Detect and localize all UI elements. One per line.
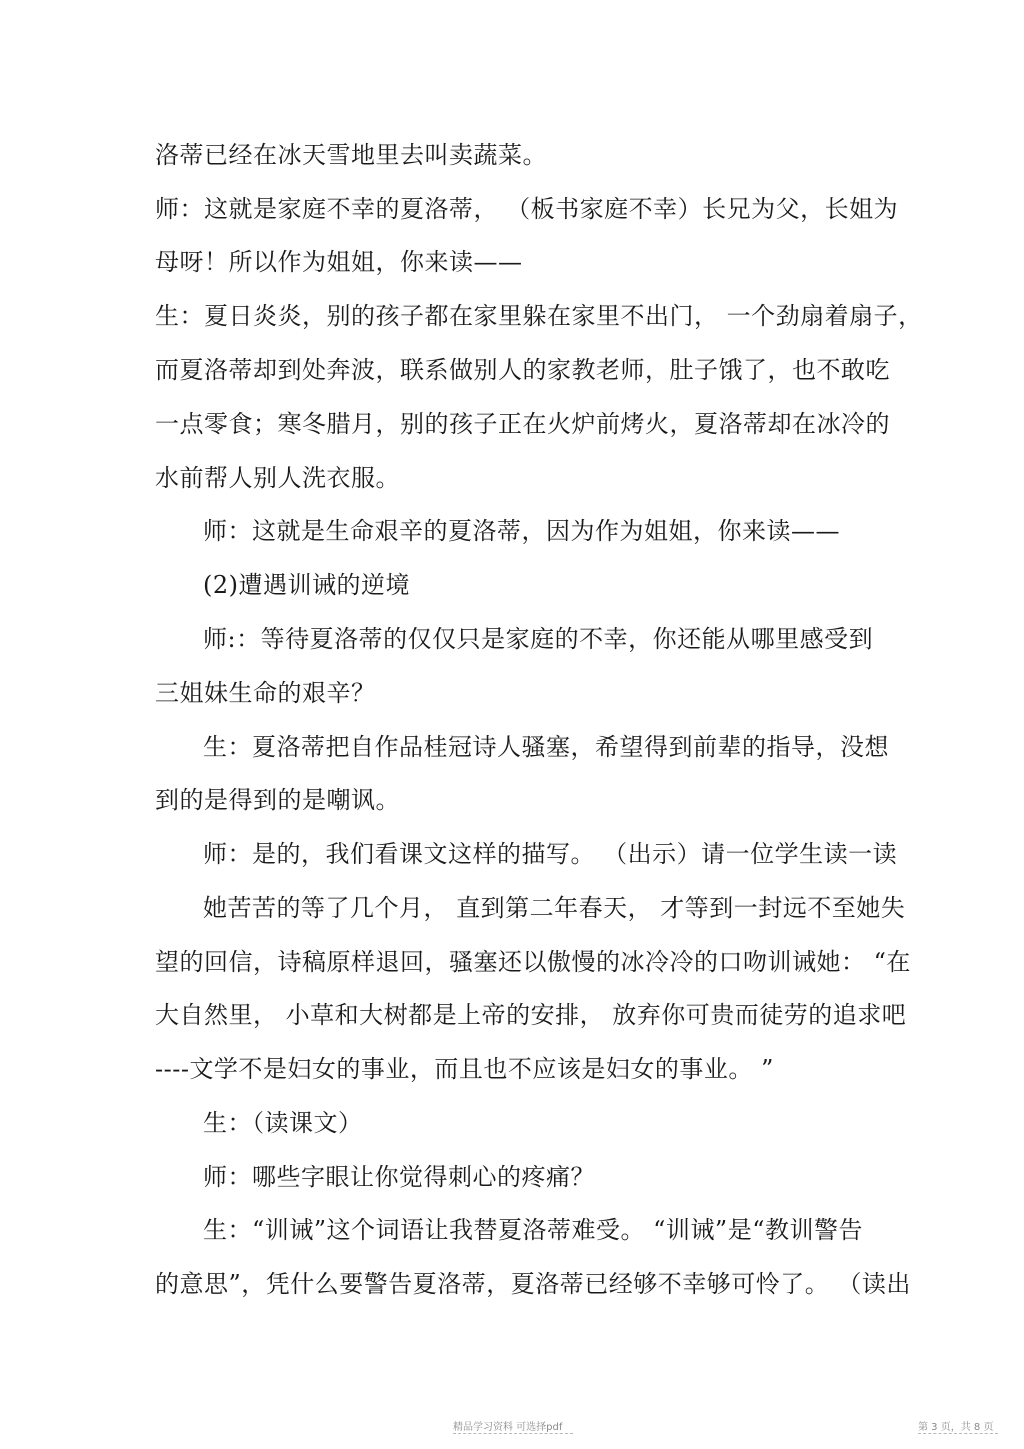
text-line: 望的回信，诗稿原样退回，骚塞还以傲慢的冰冷冷的口吻训诫她： “在 — [155, 948, 911, 976]
text-line: 大自然里， 小草和大树都是上帝的安排， 放弃你可贵而徒劳的追求吧 — [155, 1001, 907, 1029]
text-line: 生：“训诫”这个词语让我替夏洛蒂难受。 “训诫”是“教训警告 — [203, 1216, 863, 1244]
text-line: 师：这就是家庭不幸的夏洛蒂， （板书家庭不幸）长兄为父，长姐为 — [155, 195, 899, 223]
text-line: 三姐妹生命的艰辛？ — [155, 679, 376, 707]
text-line: 的意思”，凭什么要警告夏洛蒂，夏洛蒂已经够不幸够可怜了。 （读出 — [155, 1270, 911, 1298]
text-line: 生：（读课文） — [203, 1109, 363, 1137]
text-line: 师:：等待夏洛蒂的仅仅只是家庭的不幸，你还能从哪里感受到 — [203, 625, 874, 653]
text-line: 师：这就是生命艰辛的夏洛蒂，因为作为姐姐，你来读—— — [203, 517, 840, 545]
section-heading: (2)遭遇训诫的逆境 — [203, 571, 410, 599]
page-number: 第 3 页，共 8 页 — [918, 1422, 994, 1433]
footer-divider — [918, 1433, 998, 1434]
text-line: 洛蒂已经在冰天雪地里去叫卖蔬菜。 — [155, 141, 547, 169]
text-line: 而夏洛蒂却到处奔波，联系做别人的家教老师，肚子饿了，也不敢吃 — [155, 356, 890, 384]
text-line: 生：夏日炎炎，别的孩子都在家里躲在家里不出门， 一个劲扇着扇子， — [155, 302, 923, 330]
text-line: 她苦苦的等了几个月， 直到第二年春天， 才等到一封远不至她失 — [203, 894, 906, 922]
footer-watermark: 精品学习资料 可选择pdf — [453, 1422, 563, 1433]
text-line: 到的是得到的是嘲讽。 — [155, 786, 400, 814]
text-line: 师：是的，我们看课文这样的描写。 （出示）请一位学生读一读 — [203, 840, 898, 868]
text-line: 一点零食；寒冬腊月，别的孩子正在火炉前烤火，夏洛蒂却在冰冷的 — [155, 410, 890, 438]
footer-divider — [453, 1433, 573, 1434]
text-line: 师：哪些字眼让你觉得刺心的疼痛？ — [203, 1163, 595, 1191]
text-line: ----文学不是妇女的事业，而且也不应该是妇女的事业。 ” — [155, 1055, 774, 1083]
text-line: 生：夏洛蒂把自作品桂冠诗人骚塞，希望得到前辈的指导，没想 — [203, 733, 889, 761]
text-line: 水前帮人别人洗衣服。 — [155, 464, 400, 492]
text-line: 母呀！所以作为姐姐，你来读—— — [155, 248, 523, 276]
